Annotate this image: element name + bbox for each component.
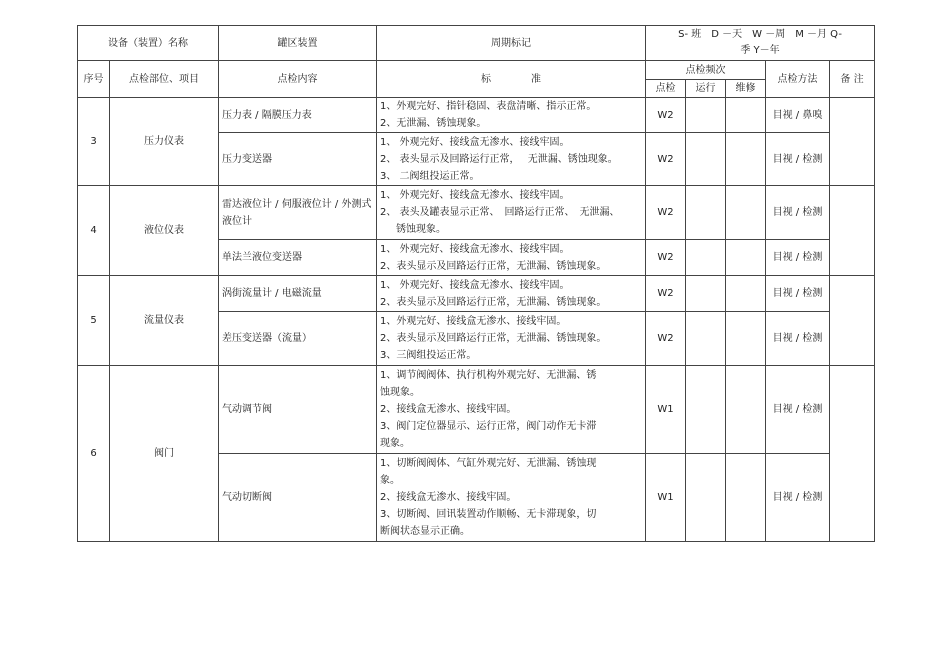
freq-check-value: W2 xyxy=(646,276,686,312)
freq-check-value: W2 xyxy=(646,186,686,240)
standard-line: 3、切断阀、回讯装置动作顺畅、无卡滞现象，切 xyxy=(380,509,597,520)
header-equipment-name: 设备（装置）名称 xyxy=(78,26,219,61)
check-standard xyxy=(377,312,646,366)
check-standard xyxy=(377,366,646,454)
standard-line: 蚀现象。 xyxy=(380,387,420,398)
group-seq: 6 xyxy=(78,366,110,542)
standard-line: 1、调节阀阀体、执行机构外观完好、无泄漏、锈 xyxy=(380,370,597,381)
standard-line: 1、切断阀阀体、气缸外观完好、无泄漏、锈蚀现 xyxy=(380,458,597,469)
subheader-content: 点检内容 xyxy=(219,61,377,98)
standard-line: 断阀状态显示正确。 xyxy=(380,526,470,537)
freq-check-value: W2 xyxy=(646,133,686,186)
cycle-legend-line-2: 季 Y－年 xyxy=(740,45,780,56)
check-standard xyxy=(377,186,646,240)
standard-line: 1、 外观完好、接线盒无渗水、接线牢固。 xyxy=(380,279,570,291)
check-method: 目视 / 检测 xyxy=(766,276,830,312)
check-method: 目视 / 检测 xyxy=(766,366,830,454)
freq-maint-value xyxy=(726,98,766,133)
check-method: 目视 / 检测 xyxy=(766,240,830,276)
check-content: 气动切断阀 xyxy=(219,454,377,542)
group-seq: 3 xyxy=(78,98,110,186)
subheader-seq: 序号 xyxy=(78,61,110,98)
freq-run-value xyxy=(686,133,726,186)
subheader-freq-run: 运行 xyxy=(686,80,726,98)
inspection-table xyxy=(77,25,875,542)
subheader-freq-check: 点检 xyxy=(646,80,686,98)
subheader-freq-maint: 维修 xyxy=(726,80,766,98)
freq-check-value: W1 xyxy=(646,454,686,542)
freq-maint-value xyxy=(726,312,766,366)
remark-cell xyxy=(830,276,875,366)
check-content: 压力表 / 隔膜压力表 xyxy=(219,98,377,133)
standard-line: 2、表头显示及回路运行正常，无泄漏、锈蚀现象。 xyxy=(380,296,607,308)
subheader-remark: 备 注 xyxy=(830,61,875,98)
subheader-standard: 标 准 xyxy=(377,61,646,98)
table-row xyxy=(78,366,875,454)
check-method: 目视 / 检测 xyxy=(766,186,830,240)
freq-run-value xyxy=(686,276,726,312)
standard-line: 2、 表头及罐表显示正常、 回路运行正常、 无泄漏、 xyxy=(380,207,620,218)
standard-line: 1、 外观完好、接线盒无渗水、接线牢固。 xyxy=(380,190,570,201)
check-method: 目视 / 检测 xyxy=(766,312,830,366)
header-cycle-legend xyxy=(646,26,875,61)
header-unit: 罐区装置 xyxy=(219,26,377,61)
standard-line: 1、 外观完好、接线盒无渗水、接线牢固。 xyxy=(380,243,570,255)
freq-run-value xyxy=(686,186,726,240)
check-standard xyxy=(377,276,646,312)
standard-line: 2、接线盒无渗水、接线牢固。 xyxy=(380,492,517,503)
group-part: 压力仪表 xyxy=(110,98,219,186)
freq-maint-value xyxy=(726,186,766,240)
freq-check-value: W1 xyxy=(646,366,686,454)
check-method: 目视 / 检测 xyxy=(766,133,830,186)
freq-run-value xyxy=(686,240,726,276)
cycle-legend-line-1: S- 班 D －天 W －周 M －月 Q- xyxy=(678,29,842,40)
check-method: 目视 / 检测 xyxy=(766,454,830,542)
standard-line: 3、三阀组投运正常。 xyxy=(380,350,477,361)
freq-check-value: W2 xyxy=(646,312,686,366)
header-cycle-label: 周期标记 xyxy=(377,26,646,61)
check-method: 目视 / 鼻嗅 xyxy=(766,98,830,133)
standard-line: 2、无泄漏、锈蚀现象。 xyxy=(380,118,487,129)
freq-check-value: W2 xyxy=(646,240,686,276)
group-seq: 4 xyxy=(78,186,110,276)
standard-line: 1、 外观完好、接线盒无渗水、接线牢固。 xyxy=(380,136,570,148)
standard-line: 象。 xyxy=(380,475,400,486)
freq-run-value xyxy=(686,454,726,542)
subheader-freq: 点检频次 xyxy=(646,61,766,80)
group-part: 液位仪表 xyxy=(110,186,219,276)
check-standard xyxy=(377,133,646,186)
remark-cell xyxy=(830,186,875,276)
standard-line: 锈蚀现象。 xyxy=(396,224,446,235)
standard-line: 3、 二阀组投运正常。 xyxy=(380,170,480,182)
standard-line: 2、 表头显示及回路运行正常， 无泄漏、锈蚀现象。 xyxy=(380,153,618,165)
check-standard xyxy=(377,98,646,133)
check-content: 差压变送器（流量） xyxy=(219,312,377,366)
subheader-part: 点检部位、项目 xyxy=(110,61,219,98)
freq-run-value xyxy=(686,312,726,366)
check-content: 压力变送器 xyxy=(219,133,377,186)
standard-line: 1、外观完好、指针稳固、表盘清晰、指示正常。 xyxy=(380,101,597,112)
freq-run-value xyxy=(686,98,726,133)
group-part: 阀门 xyxy=(110,366,219,542)
standard-line: 3、阀门定位器显示、运行正常，阀门动作无卡滞 xyxy=(380,421,597,432)
subheader-method: 点检方法 xyxy=(766,61,830,98)
freq-maint-value xyxy=(726,240,766,276)
remark-cell xyxy=(830,98,875,186)
standard-line: 现象。 xyxy=(380,438,410,449)
table-row xyxy=(78,98,875,133)
check-content: 单法兰液位变送器 xyxy=(219,240,377,276)
freq-check-value: W2 xyxy=(646,98,686,133)
freq-maint-value xyxy=(726,366,766,454)
table-row xyxy=(78,276,875,312)
check-content: 气动调节阀 xyxy=(219,366,377,454)
table-row xyxy=(78,186,875,240)
check-content: 涡街流量计 / 电磁流量 xyxy=(219,276,377,312)
standard-line: 2、接线盒无渗水、接线牢固。 xyxy=(380,404,517,415)
check-content: 雷达液位计 / 伺服液位计 / 外测式液位计 xyxy=(219,186,377,240)
check-standard xyxy=(377,454,646,542)
check-standard xyxy=(377,240,646,276)
group-part: 流量仪表 xyxy=(110,276,219,366)
freq-run-value xyxy=(686,366,726,454)
freq-maint-value xyxy=(726,133,766,186)
standard-line: 2、表头显示及回路运行正常，无泄漏、锈蚀现象。 xyxy=(380,260,607,272)
group-seq: 5 xyxy=(78,276,110,366)
standard-line: 1、外观完好、接线盒无渗水、接线牢固。 xyxy=(380,316,567,327)
remark-cell xyxy=(830,366,875,542)
freq-maint-value xyxy=(726,276,766,312)
standard-line: 2、表头显示及回路运行正常，无泄漏、锈蚀现象。 xyxy=(380,333,607,344)
freq-maint-value xyxy=(726,454,766,542)
